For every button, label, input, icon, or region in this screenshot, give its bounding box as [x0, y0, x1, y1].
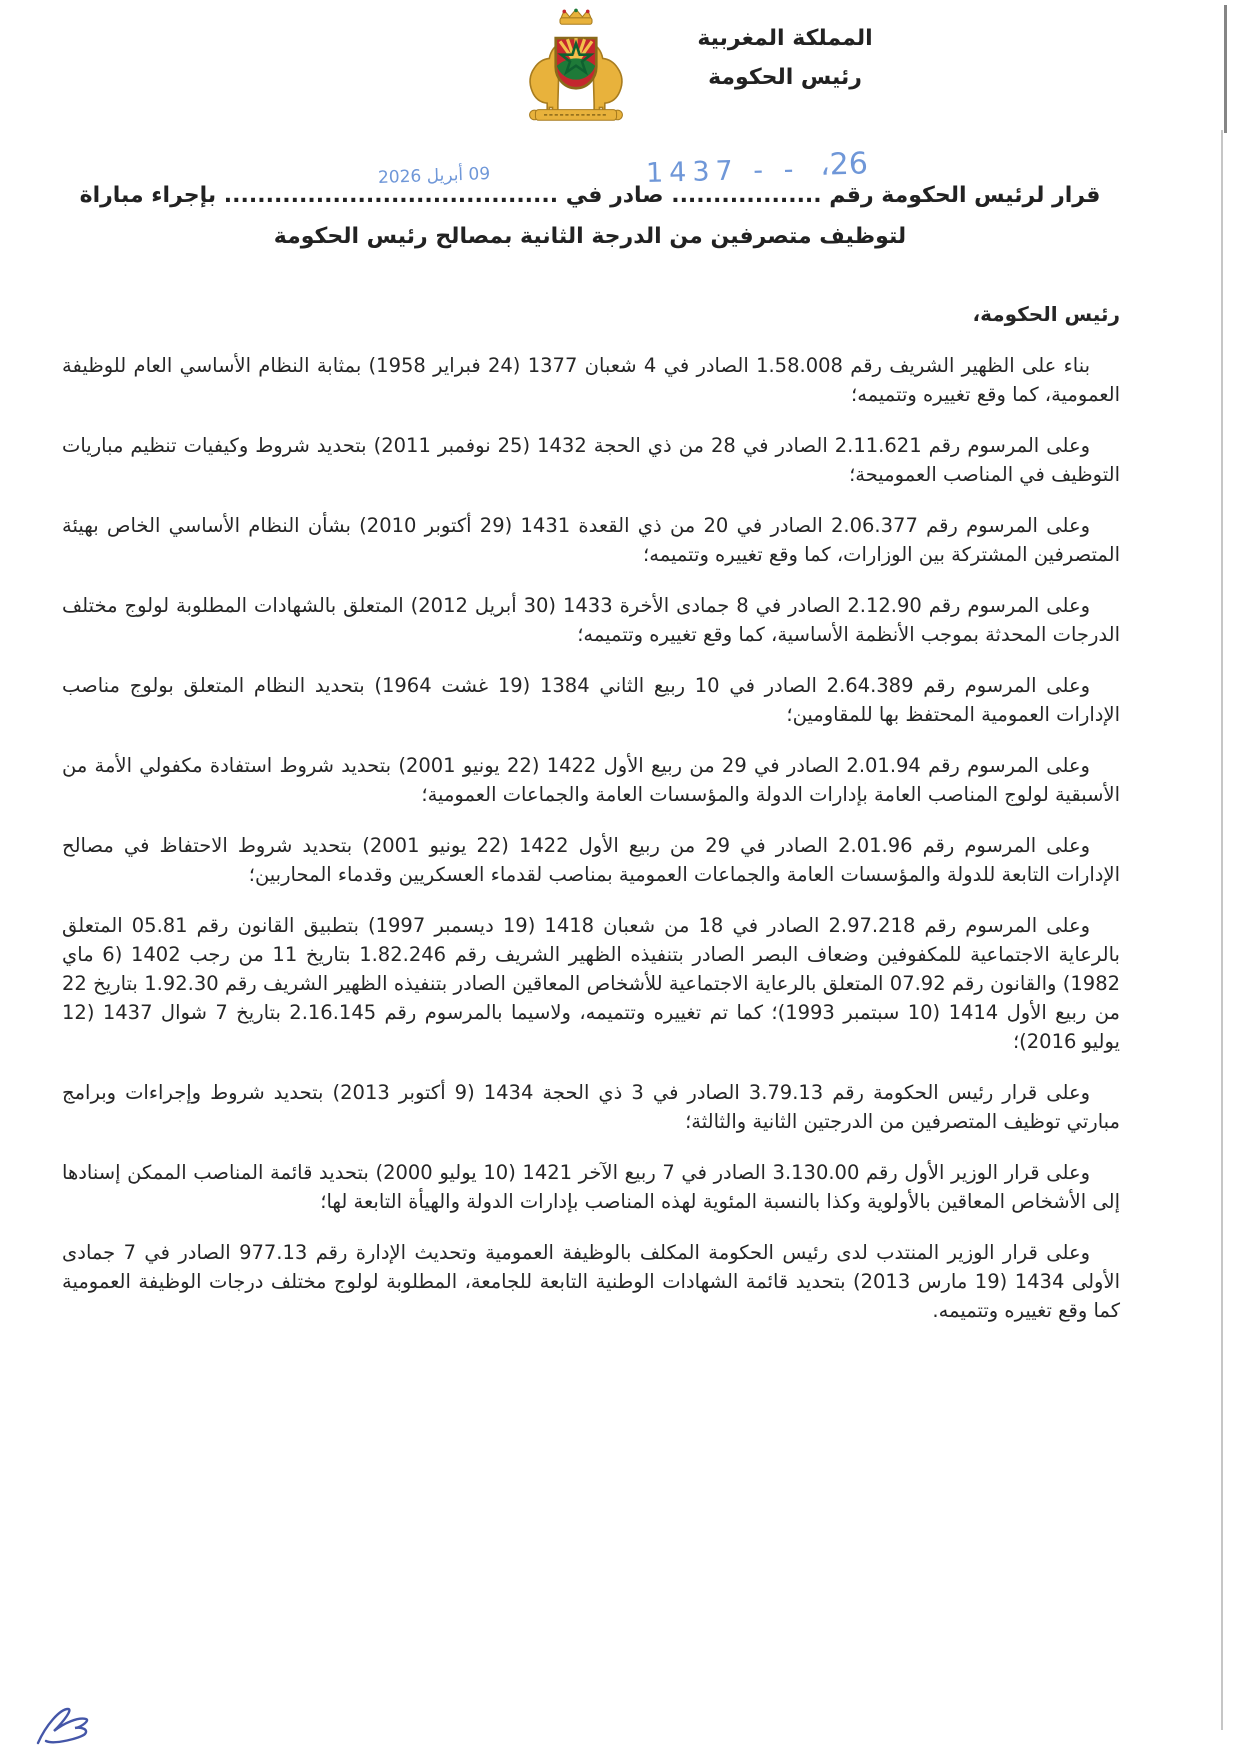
citation-paragraph: وعلى قرار الوزير المنتدب لدى رئيس الحكومة المكلف بالوظيفة العمومية وتحديث الإدارة رقم 977.13 الصادر في 7 جمادى الأولى 1434 (19 مارس 2013) بتحديد قائمة الشهادات الوطنية التابعة للجامعة، المطلوبة لولوج مختلف درجات الوظيفة العمومية كما وقع تغييره وتتميمه.	[62, 1241, 1120, 1322]
citation-paragraph: وعلى المرسوم رقم 2.01.94 الصادر في 29 من ربيع الأول 1422 (22 يونيو 2001) بتحديد شروط استفادة مكفولي الأمة من الأسبقية لولوج المناصب العامة بإدارات الدولة والمؤسسات العامة والجماعات العمومية؛	[62, 754, 1120, 806]
shield-icon	[556, 38, 597, 88]
citation-paragraph: وعلى المرسوم رقم 2.64.389 الصادر في 10 ربيع الثاني 1384 (19 غشت 1964) بتحديد النظام المتعلق بولوج مناصب الإدارات العمومية المحتفظ بها للمقاومين؛	[62, 674, 1120, 726]
citation-paragraph: وعلى المرسوم رقم 2.01.96 الصادر في 29 من ربيع الأول 1422 (22 يونيو 2001) بتحديد شروط الاحتفاظ في مصالح الإدارات التابعة للدولة والمؤسسات العامة والجماعات العمومية بمناصب لقدماء العسكريين وقدماء المحاربين؛	[62, 834, 1120, 886]
handwritten-decree-number-right: ،26	[819, 146, 869, 183]
handwritten-date-note: 09 أبريل 2026	[377, 164, 491, 188]
decree-title-line1: قرار لرئيس الحكومة رقم .................. صادر في ........................................ بإجراء مباراة	[79, 183, 1101, 208]
letterhead	[690, 26, 880, 90]
decree-title-block	[60, 183, 1120, 249]
signature-icon	[34, 1703, 96, 1751]
citation-paragraph: وعلى قرار رئيس الحكومة رقم 3.79.13 الصادر في 3 ذي الحجة 1434 (9 أكتوبر 2013) بتحديد شروط وإجراءات وبرامج مبارتي توظيف المتصرفين من الدرجتين الثانية والثالثة؛	[62, 1081, 1120, 1133]
citation-paragraph: بناء على الظهير الشريف رقم 1.58.008 الصادر في 4 شعبان 1377 (24 فبراير 1958) بمثابة النظام الأساسي العام للوظيفة العمومية، كما وقع تغييره وتتميمه؛	[62, 354, 1120, 406]
country-name: المملكة المغربية	[697, 26, 873, 51]
handwritten-signature	[34, 1703, 96, 1751]
citation-paragraph: وعلى المرسوم رقم 2.97.218 الصادر في 18 من شعبان 1418 (19 ديسمبر 1997) بتطبيق القانون رقم 05.81 المتعلق بالرعاية الاجتماعية للمكفوفين وضعاف البصر الصادر بتنفيذه الظهير الشريف رقم 1.82.246 بتاريخ 11 من رجب 1402 (6 ماي 1982) والقانون رقم 07.92 المتعلق بالرعاية الاجتماعية للأشخاص المعاقين الصادر بتنفيذه الظهير الشريف رقم 1.92.30 بتاريخ 22 من ربيع الأول 1414 (10 سبتمبر 1993)؛ كما تم تغييره وتتميمه، ولاسيما بالمرسوم رقم 2.16.145 بتاريخ 7 شوال 1437 (12 يوليو 2016)؛	[62, 914, 1121, 1053]
scan-edge-line	[1221, 130, 1223, 1730]
scroll-banner-icon	[530, 110, 623, 121]
scan-edge-line-top	[1224, 5, 1227, 133]
handwritten-decree-number-left: 1437 - -	[645, 153, 800, 190]
citation-paragraph: وعلى المرسوم رقم 2.06.377 الصادر في 20 من ذي القعدة 1431 (29 أكتوبر 2010) بشأن النظام الأساسي الخاص بهيئة المتصرفين المشتركة بين الوزارات، كما وقع تغييره وتتميمه؛	[62, 514, 1120, 566]
crown-icon	[560, 9, 592, 25]
opening-line: رئيس الحكومة،	[972, 302, 1120, 326]
authority-name: رئيس الحكومة	[708, 65, 862, 90]
coat-of-arms-icon	[512, 8, 640, 128]
citation-paragraph: وعلى المرسوم رقم 2.12.90 الصادر في 8 جمادى الأخرة 1433 (30 أبريل 2012) المتعلق بالشهادات المطلوبة لولوج مختلف الدرجات المحدثة بموجب الأنظمة الأساسية، كما وقع تغييره وتتميمه؛	[62, 594, 1120, 646]
citation-paragraph: وعلى قرار الوزير الأول رقم 3.130.00 الصادر في 7 ربيع الآخر 1421 (10 يوليو 2000) بتحديد قائمة المناصب الممكن إسنادها إلى الأشخاص المعاقين بالأولوية وكذا بالنسبة المئوية لهذه المناصب بإدارات الدولة والهيأة التابعة لها؛	[62, 1161, 1120, 1213]
citation-paragraph: وعلى المرسوم رقم 2.11.621 الصادر في 28 من ذي الحجة 1432 (25 نوفمبر 2011) بتحديد شروط وكيفيات تنظيم مباريات التوظيف في المناصب العموميحة؛	[62, 434, 1120, 486]
decree-title-line2: لتوظيف متصرفين من الدرجة الثانية بمصالح رئيس الحكومة	[273, 224, 907, 249]
morocco-coat-of-arms	[512, 8, 640, 128]
decree-body	[62, 300, 1120, 1325]
